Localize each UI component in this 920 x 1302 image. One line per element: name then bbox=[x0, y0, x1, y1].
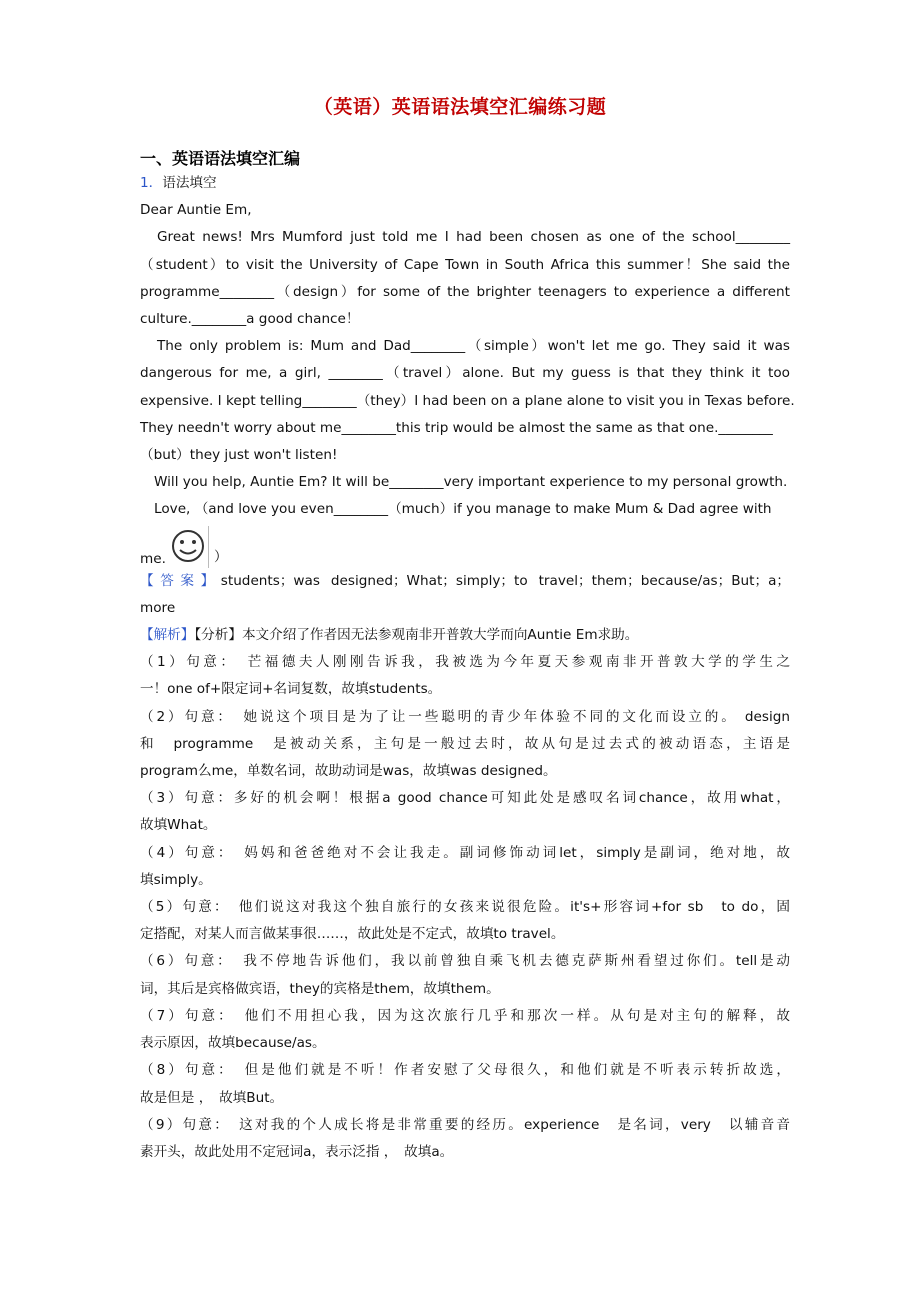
answer-line bbox=[140, 568, 790, 595]
letter-line: dangerous for me, a girl, ________（travel）alone. But my guess is that they think it too bbox=[140, 365, 790, 382]
analysis-item-cont: 表示原因，故填because/as。 bbox=[140, 1035, 326, 1052]
letter-line: Great news! Mrs Mumford just told me I had been chosen as one of the school________ bbox=[157, 229, 790, 246]
analysis-item-cont: 填simply。 bbox=[140, 871, 212, 888]
letter-line: They needn't worry about me________this trip would be almost the same as that one.________ bbox=[140, 419, 773, 436]
letter-line: （but）they just won't listen! bbox=[140, 447, 338, 464]
answer-label: 【答案】 bbox=[140, 572, 221, 589]
letter-line: Will you help, Auntie Em? It will be________very important experience to my personal growth. bbox=[154, 474, 788, 491]
analysis-item: （7）句意： 他们不用担心我，因为这次旅行几乎和那次一样。从句是对主句的解释，故 bbox=[140, 1007, 790, 1024]
letter-line: （student）to visit the University of Cape Town in South Africa this summer！She said the bbox=[140, 256, 790, 273]
answer-text: students；was designed；What；simply；to travel；them；because/as；But；a； bbox=[220, 572, 790, 589]
analysis-item: （5）句意： 他们说这对我这个独自旅行的女孩来说很危险。it's+形容词+for sb to do，固 bbox=[140, 899, 790, 916]
analysis-item-cont: 一！one of+限定词+名词复数，故填students。 bbox=[140, 681, 442, 698]
closing-me: me. bbox=[140, 550, 166, 567]
letter-line: culture.________a good chance！ bbox=[140, 311, 360, 328]
letter-line: The only problem is: Mum and Dad________（simple）won't let me go. They said it was bbox=[157, 338, 790, 355]
analysis-item-cont: 故填What。 bbox=[140, 817, 217, 834]
section-heading: 一、英语语法填空汇编 bbox=[140, 149, 301, 168]
question-header bbox=[140, 170, 790, 197]
analysis-item-cont: 词，其后是宾格做宾语，they的宾格是them，故填them。 bbox=[140, 980, 500, 997]
analysis-item: （1）句意： 芒福德夫人刚刚告诉我，我被选为今年夏天参观南非开普敦大学的学生之 bbox=[140, 654, 790, 671]
question-label: 语法填空 bbox=[162, 175, 217, 191]
page-title: （英语）英语语法填空汇编练习题 bbox=[313, 96, 607, 118]
analysis-item: （4）句意： 妈妈和爸爸绝对不会让我走。副词修饰动词let，simply是副词，绝对地，故 bbox=[140, 844, 790, 861]
document-body bbox=[140, 170, 795, 1166]
smiley-face-icon bbox=[168, 526, 209, 568]
letter-line: Love, （and love you even________（much）if you manage to make Mum & Dad agree with bbox=[154, 501, 772, 518]
analysis-item: （8）句意： 但是他们就是不听！作者安慰了父母很久，和他们就是不听表示转折故选， bbox=[140, 1062, 790, 1079]
analysis-item-cont: 和 programme 是被动关系，主句是一般过去时，故从句是过去式的被动语态，主语是 bbox=[140, 735, 790, 752]
analysis-label: 【解析】 bbox=[140, 627, 195, 644]
analysis-intro-line bbox=[140, 622, 790, 649]
analysis-item: （9）句意： 这对我的个人成长将是非常重要的经历。experience 是名词，very 以辅音音 bbox=[140, 1116, 790, 1133]
analysis-item-cont: 定搭配，对某人而言做某事很……，故此处是不定式，故填to travel。 bbox=[140, 926, 565, 943]
letter-closing bbox=[140, 524, 790, 568]
analysis-intro: 【分析】本文介绍了作者因无法参观南非开普敦大学而向Auntie Em求助。 bbox=[194, 627, 639, 644]
letter-line: expensive. I kept telling________（they）I had been on a plane alone to visit you in Texas before. bbox=[140, 392, 795, 409]
analysis-item-cont: program么me，单数名词，故助动词是was，故填was designed。 bbox=[140, 763, 557, 780]
answer-line-2: more bbox=[140, 599, 176, 616]
closing-paren: ） bbox=[214, 548, 228, 565]
letter-salutation: Dear Auntie Em, bbox=[140, 202, 252, 219]
analysis-item: （2）句意： 她说这个项目是为了让一些聪明的青少年体验不同的文化而设立的。 design bbox=[140, 708, 790, 725]
letter-line: programme________（design）for some of the brighter teenagers to experience a different bbox=[140, 283, 790, 300]
analysis-item: （3）句意：多好的机会啊！根据a good chance可知此处是感叹名词chance，故用what， bbox=[140, 790, 790, 807]
analysis-item: （6）句意： 我不停地告诉他们，我以前曾独自乘飞机去德克萨斯州看望过你们。tell是动 bbox=[140, 953, 790, 970]
question-number: 1． bbox=[140, 175, 163, 191]
analysis-item-cont: 素开头，故此处用不定冠词a，表示泛指 ， 故填a。 bbox=[140, 1143, 454, 1160]
analysis-item-cont: 故是但是 ， 故填But。 bbox=[140, 1089, 284, 1106]
